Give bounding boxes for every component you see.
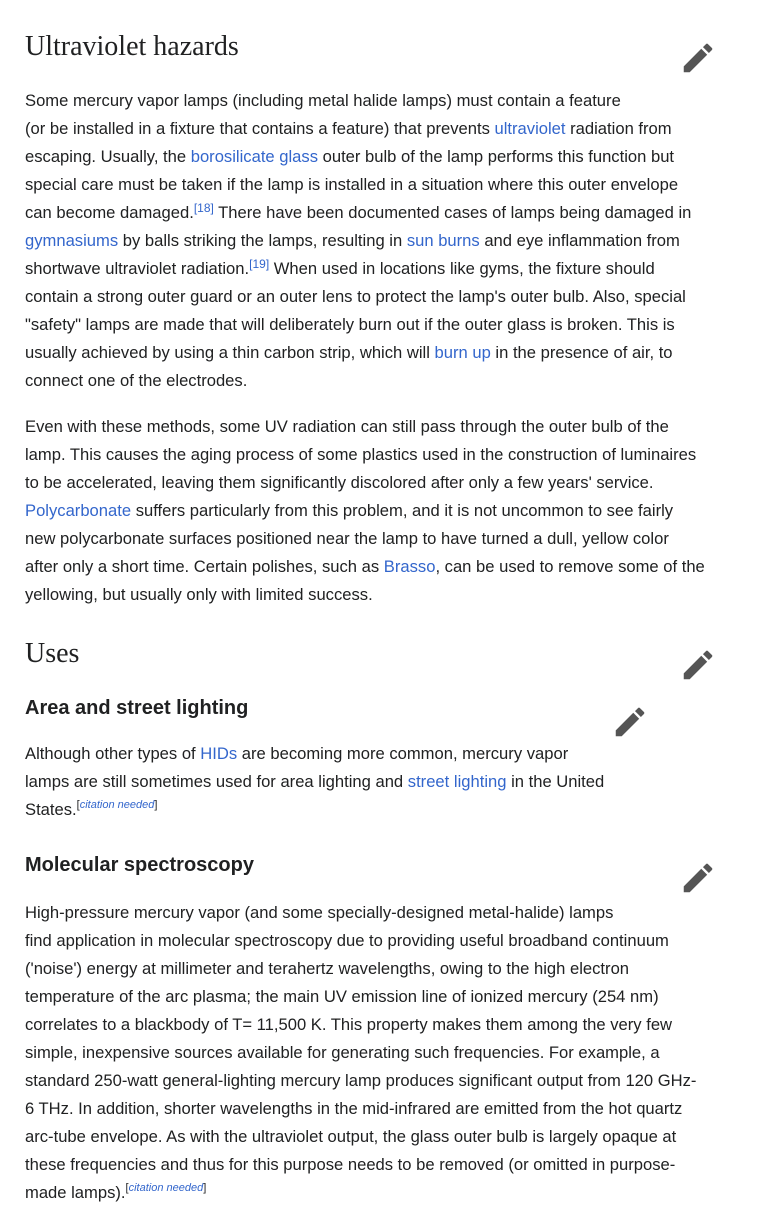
text: arc-tube envelope. As with the ultraviolet output, the glass outer bulb is largely opaque at [25, 1127, 677, 1146]
text: lamp. This causes the aging process of some plastics used in the construction of luminaires [25, 445, 697, 464]
text: usually achieved by using a thin carbon strip, which will [25, 343, 435, 362]
text-line [25, 283, 691, 311]
text: (or be installed in a fixture that contains a feature) that prevents [25, 119, 495, 138]
reference-18[interactable]: [18] [193, 201, 214, 215]
link-borosilicate-glass[interactable]: borosilicate glass [190, 147, 318, 166]
text: escaping. Usually, the [25, 147, 191, 166]
text-line [25, 955, 696, 983]
text: yellowing, but usually only with limited success. [25, 585, 373, 604]
text-line [25, 525, 705, 553]
link-street-lighting[interactable]: street lighting [407, 772, 507, 791]
text: There have been documented cases of lamps being damaged in [213, 203, 692, 222]
citation-needed [126, 1182, 207, 1194]
link-polycarbonate[interactable]: Polycarbonate [25, 501, 132, 520]
text-line [25, 796, 604, 824]
text-line [25, 1067, 696, 1095]
link-sun-burns[interactable]: sun burns [406, 231, 480, 250]
paragraph-uv-2 [25, 413, 705, 609]
text: contain a strong outer guard or an outer lens to protect the lamp's outer bulb. Also, special [25, 287, 686, 306]
text: and eye inflammation from [479, 231, 680, 250]
link-ultraviolet[interactable]: ultraviolet [494, 119, 566, 138]
edit-section-uses-button[interactable] [679, 646, 717, 684]
text-line [25, 581, 705, 609]
bracket: ] [154, 799, 158, 811]
edit-section-ultraviolet-hazards-button[interactable] [679, 39, 717, 77]
text: to be accelerated, leaving them significantly discolored after only a few years' service. [25, 473, 654, 492]
link-brasso[interactable]: Brasso [383, 557, 436, 576]
text: "safety" lamps are made that will deliberately burn out if the outer glass is broken. This is [25, 315, 675, 334]
text: ('noise') energy at millimeter and terahertz wavelengths, owing to the high electron [25, 959, 630, 978]
text: these frequencies and thus for this purpose needs to be removed (or omitted in purpose- [25, 1155, 676, 1174]
text: simple, inexpensive sources available for generating such frequencies. For example, a [25, 1043, 660, 1062]
section-heading-ultraviolet-hazards: Ultraviolet hazards [25, 31, 239, 62]
text-line [25, 87, 691, 115]
citation-needed-link[interactable]: citation needed [128, 1182, 204, 1194]
text-line [25, 227, 691, 255]
text: special care must be taken if the lamp is installed in a situation where this outer envelope [25, 175, 679, 194]
text: temperature of the arc plasma; the main UV emission line of ionized mercury (254 nm) [25, 987, 659, 1006]
text-line [25, 1151, 696, 1179]
bracket: [ [125, 1182, 129, 1194]
text: suffers particularly from this problem, and it is not uncommon to see fairly [131, 501, 674, 520]
text-line [25, 1011, 696, 1039]
text-line [25, 339, 691, 367]
text: outer bulb of the lamp performs this function but [318, 147, 675, 166]
text: correlates to a blackbody of T= 11,500 K. This property makes them among the very few [25, 1015, 673, 1034]
subsection-heading-area-and-street-lighting: Area and street lighting [25, 697, 249, 719]
text-line [25, 1123, 696, 1151]
text: are becoming more common, mercury vapor [237, 744, 569, 763]
text-line [25, 255, 691, 283]
edit-section-area-and-street-lighting-button[interactable] [611, 703, 649, 741]
text: in the presence of air, to [490, 343, 673, 362]
bracket: ] [203, 1182, 207, 1194]
text: in the United [506, 772, 605, 791]
text-line [25, 927, 696, 955]
text-line [25, 469, 705, 497]
link-hids[interactable]: HIDs [200, 744, 238, 763]
text: radiation from [565, 119, 672, 138]
text-line [25, 1179, 696, 1207]
text-line [25, 740, 604, 768]
text: States. [25, 800, 77, 819]
link-gymnasiums[interactable]: gymnasiums [25, 231, 119, 250]
text: after only a short time. Certain polishes, such as [25, 557, 384, 576]
text-line [25, 413, 705, 441]
link-burn-up[interactable]: burn up [434, 343, 491, 362]
text: shortwave ultraviolet radiation. [25, 259, 250, 278]
text: When used in locations like gyms, the fixture should [269, 259, 655, 278]
pencil-edit-icon [679, 39, 717, 77]
text: find application in molecular spectroscopy due to providing useful broadband continuum [25, 931, 669, 950]
text-line [25, 899, 696, 927]
pencil-edit-icon [679, 859, 717, 897]
section-heading-uses: Uses [25, 638, 80, 669]
text-line [25, 199, 691, 227]
text-line [25, 553, 705, 581]
text-line [25, 497, 705, 525]
text: can become damaged. [25, 203, 194, 222]
edit-section-molecular-spectroscopy-button[interactable] [679, 859, 717, 897]
pencil-edit-icon [679, 646, 717, 684]
text-line [25, 768, 604, 796]
text-line [25, 1095, 696, 1123]
bracket: [ [76, 799, 80, 811]
text: Although other types of [25, 744, 201, 763]
paragraph-molecular-spectroscopy [25, 899, 696, 1207]
text: by balls striking the lamps, resulting in [118, 231, 407, 250]
citation-needed [77, 799, 158, 811]
text: Some mercury vapor lamps (including metal halide lamps) must contain a feature [25, 91, 621, 110]
paragraph-area-lighting [25, 740, 604, 824]
text: new polycarbonate surfaces positioned near the lamp to have turned a dull, yellow color [25, 529, 669, 548]
reference-19[interactable]: [19] [249, 257, 270, 271]
text: High-pressure mercury vapor (and some specially-designed metal-halide) lamps [25, 903, 614, 922]
text: connect one of the electrodes. [25, 371, 248, 390]
text-line [25, 143, 691, 171]
text-line [25, 983, 696, 1011]
paragraph-uv-1 [25, 87, 691, 395]
text: , can be used to remove some of the [435, 557, 705, 576]
text-line [25, 171, 691, 199]
text: Even with these methods, some UV radiation can still pass through the outer bulb of the [25, 417, 669, 436]
text-line [25, 1039, 696, 1067]
text: standard 250-watt general-lighting mercury lamp produces significant output from 120 GHz- [25, 1071, 697, 1090]
text-line [25, 311, 691, 339]
text: lamps are still sometimes used for area lighting and [25, 772, 408, 791]
text-line [25, 441, 705, 469]
text-line [25, 115, 691, 143]
text-line [25, 367, 691, 395]
text: 6 THz. In addition, shorter wavelengths in the mid-infrared are emitted from the hot quartz [25, 1099, 683, 1118]
pencil-edit-icon [611, 703, 649, 741]
text: made lamps). [25, 1183, 126, 1202]
subsection-heading-molecular-spectroscopy: Molecular spectroscopy [25, 854, 254, 876]
citation-needed-link[interactable]: citation needed [79, 799, 155, 811]
